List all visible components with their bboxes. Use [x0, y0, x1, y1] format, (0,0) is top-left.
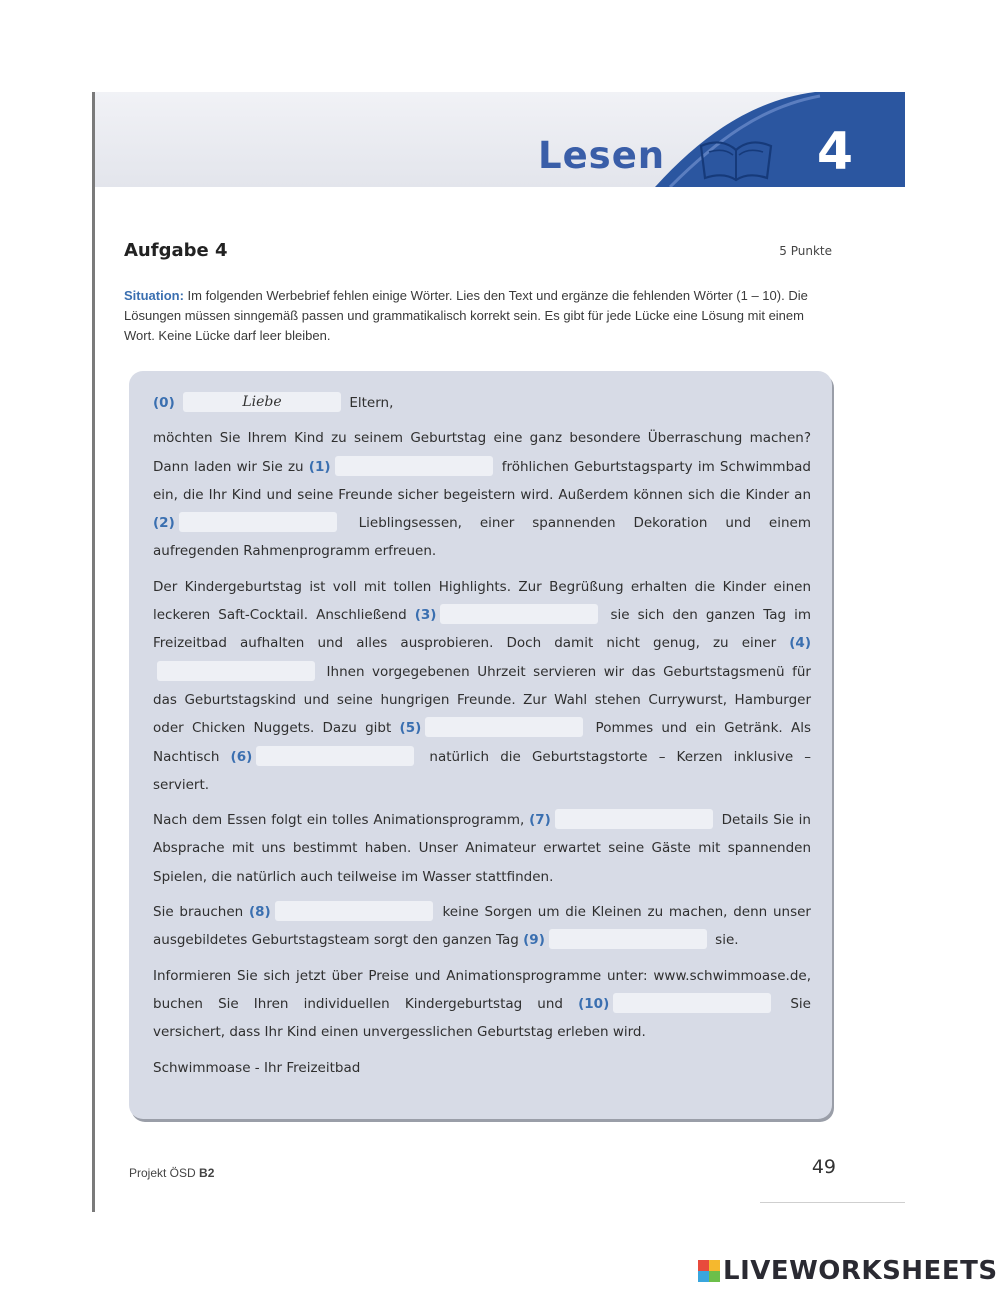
answer-input-10[interactable] — [613, 993, 771, 1013]
answer-input-2[interactable] — [179, 512, 337, 532]
text-segment: Informieren Sie sich jetzt über Preise und Animationsprogramme unter: www.schwimmoase.de, buchen Sie Ihren individuellen Kindergeburtstag und — [153, 967, 811, 1012]
book-icon — [695, 132, 777, 184]
paragraph-3 — [153, 806, 811, 891]
answer-input-7[interactable] — [555, 809, 713, 829]
liveworksheets-logo — [698, 1256, 998, 1286]
gap-number-1: (1) — [308, 458, 331, 475]
paragraph-5 — [153, 962, 811, 1047]
situation-instructions — [124, 286, 832, 346]
text-segment: sie sich den ganzen Tag im Freizeitbad aufhalten und alles ausprobieren. Doch damit nicht genug, zu einer — [153, 607, 811, 652]
text-segment: Ihnen vorgegebenen Uhrzeit servieren wir das Geburtstagsmenü für das Geburtstagskind und seine hungrigen Freunde. Zur Wahl stehen Currywurst, Hamburger oder Chicken Nuggets. Dazu gibt — [153, 663, 811, 737]
answer-input-8[interactable] — [275, 901, 433, 921]
letter-text — [153, 389, 811, 1089]
footer-divider — [760, 1202, 905, 1203]
liveworksheets-icon — [698, 1260, 720, 1282]
gap-number-4: (4) — [789, 635, 811, 652]
text-segment: fröhlichen Geburtstagsparty im Schwimmbad ein, die Ihr Kind und seine Freunde sicher begeistern wird. Außerdem können sich die Kinder an — [153, 458, 811, 503]
page-edge — [92, 92, 95, 1212]
salutation-line — [153, 389, 811, 417]
text-segment: Lieblingsessen, einer spannenden Dekoration und einem aufregenden Rahmenprogramm erfreuen. — [153, 515, 811, 560]
text-segment: keine Sorgen um die Kleinen zu machen, denn unser ausgebildetes Geburtstagsteam sorgt den ganzen Tag — [153, 904, 811, 949]
paragraph-4 — [153, 898, 811, 955]
section-header — [95, 92, 905, 187]
footer-book-title — [129, 1166, 214, 1180]
gap-number-3: (3) — [414, 607, 437, 624]
example-answer: Liebe — [183, 392, 341, 412]
text-segment: Sie brauchen — [153, 904, 244, 921]
section-title: Lesen — [538, 134, 666, 177]
gap-number-0: (0) — [153, 395, 175, 411]
text-segment: natürlich die Geburtstagstorte – Kerzen inklusive – serviert. — [153, 748, 812, 793]
gap-number-2: (2) — [153, 515, 175, 532]
gap-number-10: (10) — [578, 995, 610, 1012]
header-swoosh — [95, 92, 905, 187]
text-segment: Nach dem Essen folgt ein tolles Animationsprogramm, — [153, 812, 525, 829]
answer-input-1[interactable] — [335, 456, 493, 476]
situation-text: Im folgenden Werbebrief fehlen einige Wörter. Lies den Text und ergänze die fehlenden Wörter (1 – 10). Die Lösungen müssen sinngemäß passen und grammatikalisch korrekt sein. Es gibt für jede Lücke eine Lösung mit einem Wort. Keine Lücke darf leer bleiben. — [124, 288, 808, 343]
text-segment: Details Sie in Absprache mit uns bestimmt haben. Unser Animateur erwartet seine Gäste mit spannenden Spielen, die natürlich auch teilweise im Wasser stattfinden. — [153, 812, 811, 885]
salutation-text: Eltern, — [349, 395, 394, 411]
answer-input-4[interactable] — [157, 661, 315, 681]
answer-input-3[interactable] — [440, 604, 598, 624]
gap-number-5: (5) — [399, 720, 422, 737]
gap-number-8: (8) — [248, 904, 271, 921]
answer-input-5[interactable] — [425, 717, 583, 737]
gap-number-7: (7) — [529, 812, 551, 829]
paragraph-1 — [153, 424, 811, 565]
book-name: Projekt ÖSD — [129, 1166, 196, 1180]
letter-box — [129, 371, 832, 1119]
answer-input-9[interactable] — [549, 929, 707, 949]
book-level: B2 — [199, 1166, 215, 1180]
text-segment: Sie versichert, dass Ihr Kind einen unvergesslichen Geburtstag erleben wird. — [153, 995, 811, 1041]
text-segment: Pommes und ein Getränk. Als Nachtisch — [153, 720, 811, 765]
paragraph-2 — [153, 573, 811, 799]
letter-signature: Schwimmoase - Ihr Freizeitbad — [153, 1059, 361, 1076]
answer-input-6[interactable] — [256, 746, 414, 766]
page-number: 49 — [811, 1156, 836, 1178]
gap-number-9: (9) — [523, 932, 545, 949]
text-segment: Der Kindergeburtstag ist voll mit tollen Highlights. Zur Begrüßung erhalten die Kinder einen leckeren Saft-Cocktail. Anschließend — [153, 578, 811, 624]
gap-number-6: (6) — [230, 748, 253, 765]
text-segment: sie. — [715, 932, 739, 949]
text-segment: möchten Sie Ihrem Kind zu seinem Geburtstag eine ganz besondere Überraschung machen? Dann laden wir Sie zu — [153, 430, 811, 475]
section-number: 4 — [816, 122, 853, 182]
task-title: Aufgabe 4 — [124, 240, 228, 261]
points-label: 5 Punkte — [779, 244, 832, 258]
liveworksheets-wordmark: LIVEWORKSHEETS — [723, 1256, 998, 1286]
situation-label: Situation: — [124, 288, 184, 303]
